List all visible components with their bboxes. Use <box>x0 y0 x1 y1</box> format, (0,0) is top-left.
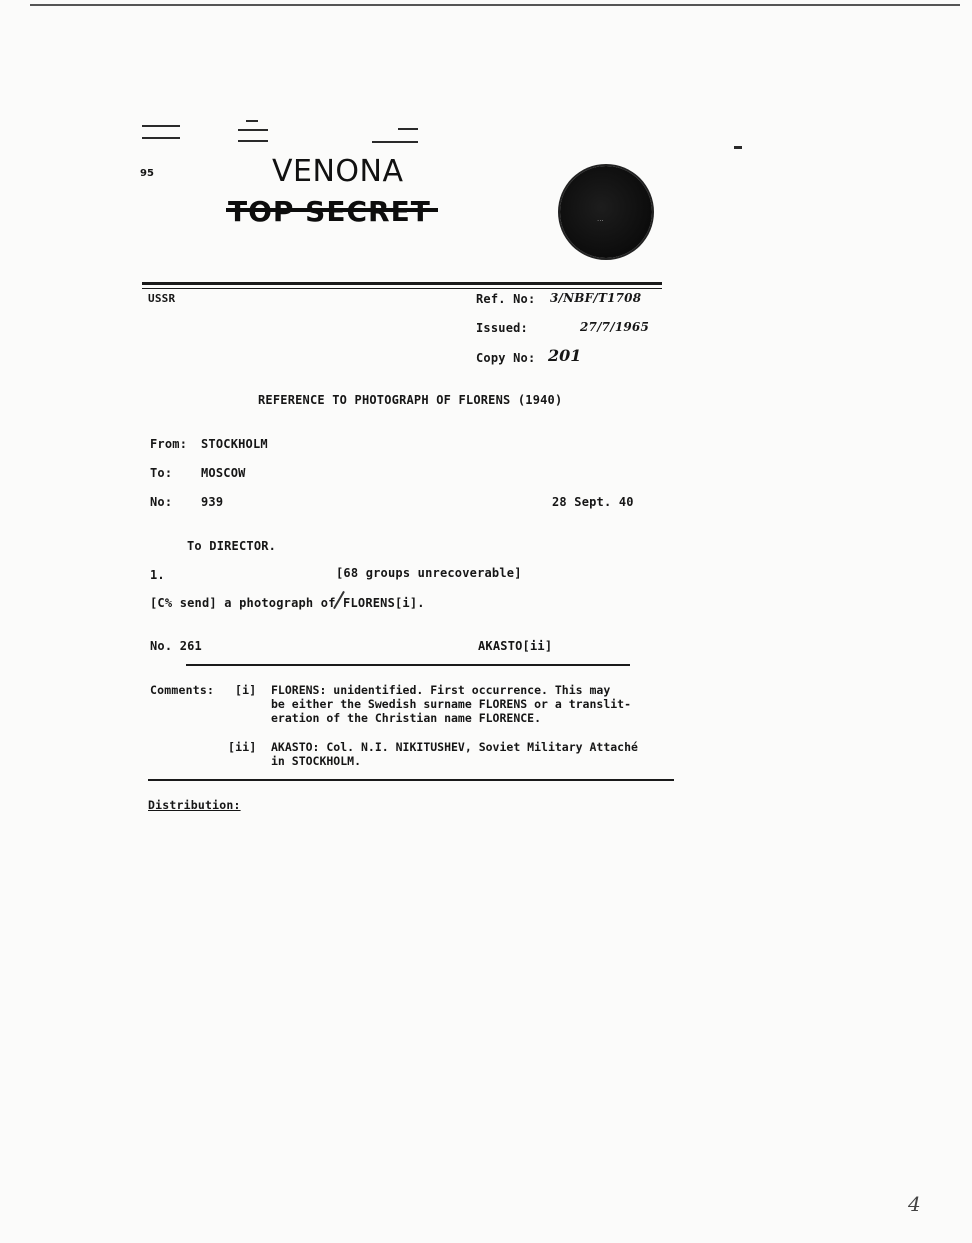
redaction-dash <box>142 125 180 127</box>
origin-label: USSR <box>148 292 176 305</box>
issued-label: Issued: <box>476 321 528 335</box>
redaction-dash <box>238 140 268 142</box>
redaction-dash <box>372 141 418 143</box>
comment-1-text: FLORENS: unidentified. First occurrence. This may be either the Swedish surname FLORENS or a translit- eration of the Christian name FLORENCE. <box>271 683 632 725</box>
redaction-dash <box>238 129 268 131</box>
copy-value: 201 <box>548 346 582 365</box>
comment-2-marker: [ii] <box>228 740 257 754</box>
comments-label: Comments: <box>150 683 215 697</box>
message-date: 28 Sept. 40 <box>552 495 634 509</box>
body-line: [C% send] a photograph of FLORENS[i]. <box>150 596 425 610</box>
from-value: STOCKHOLM <box>201 437 268 451</box>
ref-value: 3/NBF/T1708 <box>550 291 642 305</box>
paragraph-number: 1. <box>150 568 165 582</box>
seal-stamp <box>560 166 652 258</box>
ref-label: Ref. No: <box>476 292 536 306</box>
addressee: To DIRECTOR. <box>187 539 277 553</box>
signer: AKASTO[ii] <box>478 639 553 653</box>
redaction-dash <box>246 120 258 122</box>
no-value: 939 <box>201 495 224 509</box>
copy-label: Copy No: <box>476 351 536 365</box>
header-rule-thin <box>142 288 662 289</box>
footer-rule <box>148 779 674 781</box>
redaction-dash <box>142 137 180 139</box>
issued-value: 27/7/1965 <box>580 320 650 334</box>
comment-1-marker: [i] <box>235 683 257 697</box>
distribution-label: Distribution: <box>148 798 241 812</box>
to-value: MOSCOW <box>201 466 246 480</box>
page-number: 4 <box>908 1192 921 1216</box>
redaction-dash <box>398 128 418 130</box>
page-mark: 95 <box>140 168 154 179</box>
margin-mark <box>734 146 742 149</box>
to-label: To: <box>150 466 173 480</box>
signature-rule <box>186 664 630 666</box>
scan-edge-line <box>30 4 960 6</box>
from-label: From: <box>150 437 188 451</box>
seal-text: ... <box>597 215 604 223</box>
subject-line: REFERENCE TO PHOTOGRAPH OF FLORENS (1940) <box>258 393 563 407</box>
document-title: VENONA <box>272 154 404 189</box>
header-rule-thick <box>142 282 662 285</box>
message-number: No. 261 <box>150 639 202 653</box>
no-label: No: <box>150 495 173 509</box>
classification-strikethrough <box>226 208 438 212</box>
comment-2-text: AKASTO: Col. N.I. NIKITUSHEV, Soviet Military Attaché in STOCKHOLM. <box>271 740 638 768</box>
unrecoverable-note: [68 groups unrecoverable] <box>336 566 522 580</box>
